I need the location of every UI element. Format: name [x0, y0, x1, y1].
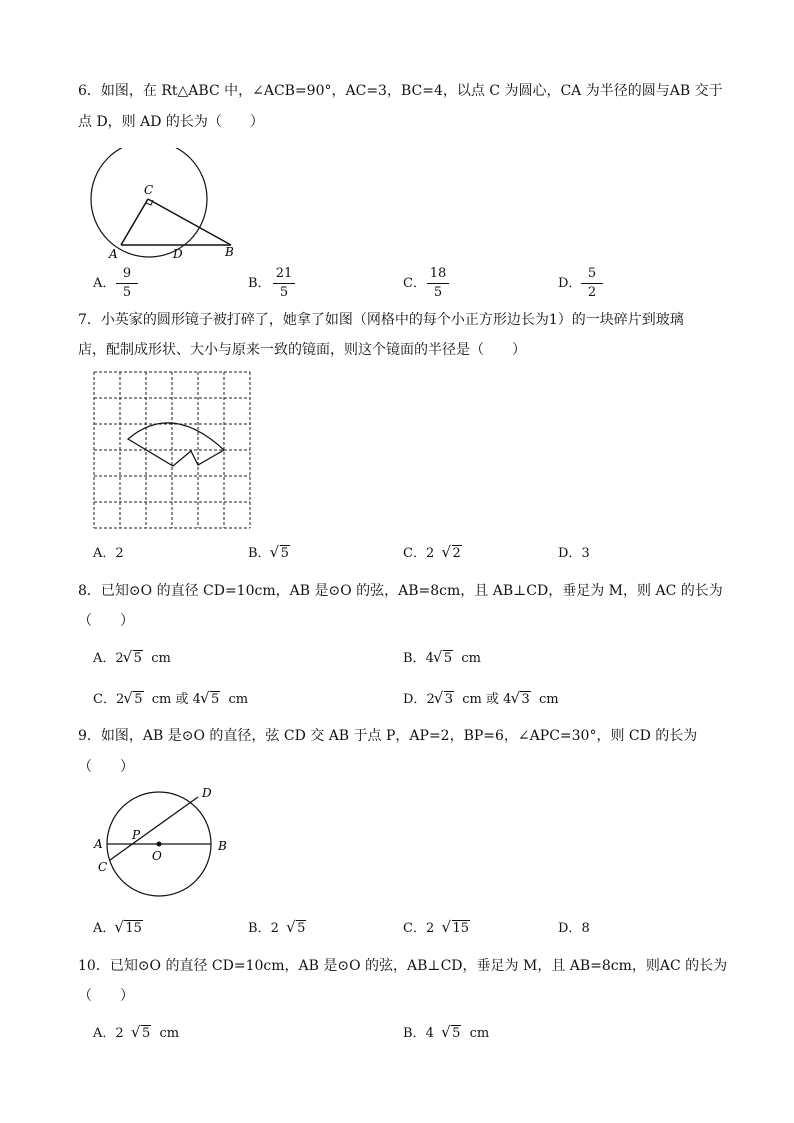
q8-option-c-radical1: √ 5 — [124, 691, 143, 709]
q7-grid-lines — [94, 372, 250, 528]
q8-option-b-radical: √ 5 — [434, 650, 453, 668]
q8-option-c — [93, 691, 248, 709]
q9-label-c: C — [98, 860, 108, 874]
q6-stem-line2: 点 D，则 AD 的长为（ ） — [78, 114, 264, 130]
q8-option-d-radical2: √ 3 — [511, 691, 530, 709]
q10-option-a — [93, 1025, 179, 1043]
q6-option-d-den: 2 — [587, 285, 597, 300]
q9-center-dot — [157, 842, 162, 847]
q9-label-o: O — [152, 849, 162, 863]
q8-option-d-letter: D． — [403, 692, 427, 707]
q6-option-d-letter: D． — [558, 276, 582, 291]
q7-option-c-coef: 2 — [425, 546, 435, 561]
q6-option-a-fraction — [116, 267, 138, 300]
q10-stem-line1: 10．已知⊙O 的直径 CD=10cm，AB 是⊙O 的弦，AB⊥CD，垂足为 M，且 AB=8cm，则AC 的长为 — [78, 958, 728, 974]
q7-option-c-radical: √ 2 — [443, 545, 462, 563]
q6-option-a-den: 5 — [122, 285, 132, 300]
q9-stem-line1: 9．如图，AB 是⊙O 的直径，弦 CD 交 AB 于点 P，AP=2，BP=6，∠APC=30°，则 CD 的长为 — [78, 728, 698, 744]
q8-option-c-coef1: 2 — [115, 692, 125, 707]
q6-option-c-letter: C． — [403, 276, 426, 291]
q8-stem-line2: （ ） — [78, 613, 134, 629]
q7-option-d-value: 3 — [581, 546, 590, 561]
q9-option-b-radical: √ 5 — [287, 920, 306, 938]
q7-option-c — [403, 545, 462, 563]
q6-segment-cb — [148, 199, 231, 245]
q7-stem-line1: 7．小英家的圆形镜子被打碎了，她拿了如图（网格中的每个小正方形边长为1）的一块碎片到玻璃 — [78, 312, 684, 328]
q7-option-d — [558, 545, 590, 563]
q8-option-d-mid: cm 或 — [462, 692, 500, 707]
q8-option-a-coef: 2 — [115, 651, 124, 666]
q7-grid-figure — [93, 371, 253, 529]
q6-option-d-fraction — [581, 267, 603, 300]
q8-option-a-radical: √ 5 — [124, 650, 143, 668]
q6-option-a-num: 9 — [122, 266, 132, 281]
q9-option-b — [248, 920, 306, 938]
q6-option-d-num: 5 — [587, 266, 597, 281]
q6-figure — [85, 148, 250, 268]
q9-option-d-value: 8 — [581, 921, 590, 936]
q6-segment-ca — [121, 199, 148, 245]
q7-option-d-letter: D． — [558, 546, 582, 561]
q8-option-a-letter: A． — [93, 651, 116, 666]
q8-option-c-letter: C． — [93, 692, 116, 707]
q9-label-b: B — [218, 839, 227, 853]
q6-option-b-fraction — [273, 267, 295, 300]
q9-figure — [90, 782, 240, 900]
q6-option-c-fraction — [427, 267, 449, 300]
q9-option-c-letter: C． — [403, 921, 426, 936]
q6-option-b-den: 5 — [279, 285, 289, 300]
q6-label-c: C — [144, 183, 154, 197]
q10-option-b-letter: B． — [403, 1026, 426, 1041]
q8-option-d-unit: cm — [538, 692, 559, 707]
q6-stem-line1: 6．如图，在 Rt△ABC 中，∠ACB=90°，AC=3，BC=4，以点 C 为圆心，CA 为半径的圆与AB 交于 — [78, 83, 723, 99]
q6-circle — [91, 148, 207, 257]
q10-option-a-coef: 2 — [115, 1026, 124, 1041]
q8-option-d-radical1: √ 3 — [435, 691, 454, 709]
q9-option-d — [558, 920, 590, 938]
q8-option-d — [403, 691, 559, 709]
q9-option-a — [93, 920, 143, 938]
q6-label-d: D — [173, 247, 183, 261]
q6-label-a: A — [109, 247, 118, 261]
q6-option-c-num: 18 — [429, 266, 447, 281]
q8-option-b-coef: 4 — [425, 651, 434, 666]
q9-option-b-letter: B． — [248, 921, 271, 936]
q7-option-b-radical: √ 5 — [271, 545, 290, 563]
q7-option-a-value: 2 — [115, 546, 124, 561]
q9-label-d: D — [202, 786, 212, 800]
q10-stem-line2: （ ） — [78, 988, 134, 1004]
q8-option-d-coef1: 2 — [426, 692, 435, 707]
q9-option-c-coef: 2 — [425, 921, 435, 936]
q7-stem-line2: 店，配制成形状、大小与原来一致的镜面，则这个镜面的半径是（ ） — [78, 342, 526, 358]
q10-option-b-coef: 4 — [425, 1026, 434, 1041]
q9-option-a-letter: A． — [93, 921, 116, 936]
q10-option-b-radical: √ 5 — [442, 1025, 461, 1043]
q9-option-a-radical: √ 15 — [115, 920, 143, 938]
q6-option-a-letter: A． — [93, 276, 116, 291]
q6-option-c-den: 5 — [433, 285, 443, 300]
q7-option-a — [93, 545, 124, 563]
q8-option-a-unit: cm — [151, 651, 171, 666]
q9-option-b-coef: 2 — [270, 921, 279, 936]
q9-option-d-letter: D． — [558, 921, 582, 936]
q6-option-b-letter: B． — [248, 276, 271, 291]
q8-option-a — [93, 650, 171, 668]
q8-option-b-unit: cm — [461, 651, 481, 666]
q7-option-a-letter: A． — [93, 546, 116, 561]
q8-option-c-mid: cm 或 — [151, 692, 189, 707]
q9-option-c-radical: √ 15 — [443, 920, 471, 938]
q8-option-c-coef2: 4 — [192, 692, 201, 707]
q7-option-c-letter: C． — [403, 546, 426, 561]
q6-option-b-num: 21 — [275, 266, 293, 281]
q9-label-a: A — [94, 837, 103, 851]
q8-option-b — [403, 650, 481, 668]
q7-option-b-letter: B． — [248, 546, 271, 561]
q10-option-a-radical: √ 5 — [132, 1025, 151, 1043]
q8-stem-line1: 8．已知⊙O 的直径 CD=10cm，AB 是⊙O 的弦，AB=8cm，且 AB⊥CD，垂足为 M，则 AC 的长为 — [78, 583, 723, 599]
q9-label-p: P — [132, 828, 141, 842]
q8-option-c-radical2: √ 5 — [201, 691, 220, 709]
q9-stem-line2: （ ） — [78, 759, 134, 775]
q9-option-c — [403, 920, 470, 938]
q6-label-b: B — [225, 245, 234, 259]
q10-option-a-unit: cm — [159, 1026, 180, 1041]
q8-option-c-unit: cm — [228, 692, 249, 707]
q8-option-d-coef2: 4 — [503, 692, 512, 707]
q10-option-b — [403, 1025, 489, 1043]
q8-option-b-letter: B． — [403, 651, 426, 666]
q7-mirror-shard — [128, 423, 224, 466]
q7-option-b — [248, 545, 290, 563]
q10-option-a-letter: A． — [93, 1026, 116, 1041]
q10-option-b-unit: cm — [469, 1026, 490, 1041]
